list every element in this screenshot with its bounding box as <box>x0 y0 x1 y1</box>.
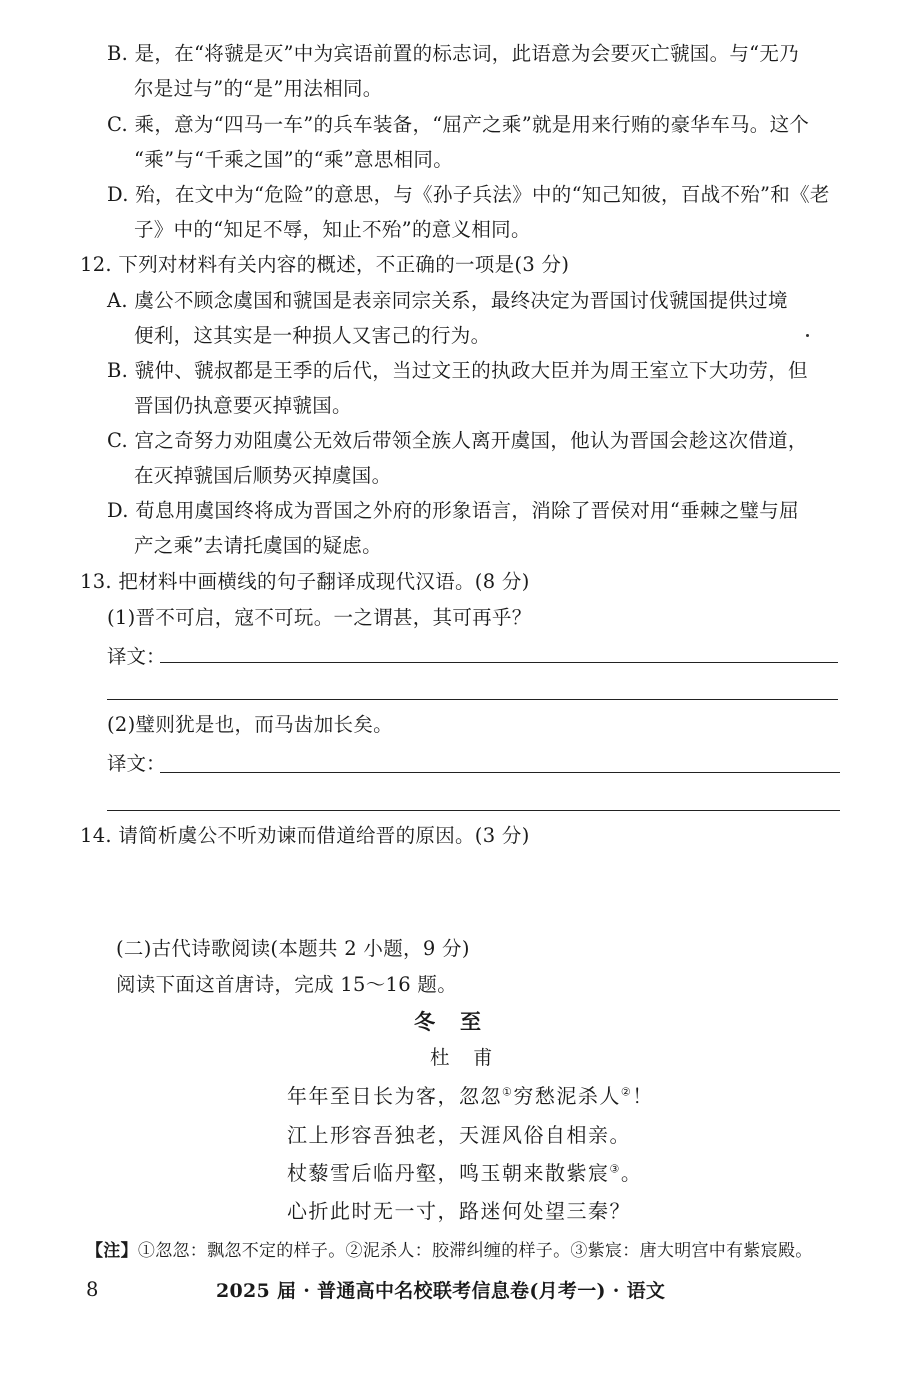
q12-option-a-line1: A. 虞公不顾念虞国和虢国是表亲同宗关系，最终决定为晋国讨伐虢国提供过境 <box>107 289 788 312</box>
section2-heading: (二)古代诗歌阅读(本题共 2 小题，9 分) <box>116 937 470 960</box>
note-ref-3: ③ <box>609 1162 621 1176</box>
q11-option-b-line1: B. 是，在“将虢是灭”中为宾语前置的标志词，此语意为会要灭亡虢国。与“无乃 <box>107 42 800 65</box>
poem-line-3-part-b: 。 <box>620 1161 643 1185</box>
poem-line-1-part-b: 穷愁泥杀人 <box>513 1084 621 1108</box>
poem-line-3 <box>287 1159 642 1187</box>
q11-option-c-line2: “乘”与“千乘之国”的“乘”意思相同。 <box>134 148 454 171</box>
q13-sentence-1: (1)晋不可启，寇不可玩。一之谓甚，其可再乎？ <box>107 606 532 629</box>
poem-title: 冬 至 <box>414 1009 483 1034</box>
poem-note-text: ①忽忽：飘忽不定的样子。②泥杀人：胶滞纠缠的样子。③紫宸：唐大明宫中有紫宸殿。 <box>137 1241 813 1261</box>
note-ref-1: ① <box>502 1085 514 1099</box>
q13-answer-line-2a[interactable] <box>160 772 840 773</box>
q13-answer-line-1b[interactable] <box>107 699 838 700</box>
q11-option-c-line1: C. 乘，意为“四马一车”的兵车装备，“屈产之乘”就是用来行贿的豪华车马。这个 <box>107 113 810 136</box>
section2-intro: 阅读下面这首唐诗，完成 15～16 题。 <box>116 973 458 996</box>
stray-mark <box>806 334 809 337</box>
q12-option-d-line2: 产之乘”去请托虞国的疑虑。 <box>134 534 382 557</box>
q11-option-d-line1: D. 殆，在文中为“危险”的意思，与《孙子兵法》中的“知己知彼，百战不殆”和《老 <box>107 183 830 206</box>
note-ref-2: ② <box>620 1085 633 1099</box>
q11-option-d-line2: 子》中的“知足不辱，知止不殆”的意义相同。 <box>134 218 531 241</box>
q13-sentence-2: (2)璧则犹是也，而马齿加长矣。 <box>107 713 393 736</box>
q12-option-d-line1: D. 荀息用虞国终将成为晋国之外府的形象语言，消除了晋侯对用“垂棘之璧与屈 <box>107 499 799 522</box>
q13-translation-label-1: 译文： <box>107 645 166 668</box>
q13-answer-line-2b[interactable] <box>107 810 840 811</box>
poem-line-3-part-a: 杖藜雪后临丹壑，鸣玉朝来散紫宸 <box>287 1161 610 1185</box>
q13-answer-line-1a[interactable] <box>160 662 838 663</box>
q11-option-b-line2: 尔是过与”的“是”用法相同。 <box>134 77 383 100</box>
q12-option-c-line2: 在灭掉虢国后顺势灭掉虞国。 <box>134 464 392 487</box>
q12-option-c-line1: C. 宫之奇努力劝阻虞公无效后带领全族人离开虞国，他认为晋国会趁这次借道， <box>107 429 808 452</box>
poem-note-label: 【注】 <box>86 1241 138 1261</box>
poem-line-1-part-a: 年年至日长为客，忽忽 <box>287 1084 502 1108</box>
page-number: 8 <box>86 1278 99 1301</box>
q13-stem: 13. 把材料中画横线的句子翻译成现代汉语。(8 分) <box>80 570 530 593</box>
q12-option-a-line2: 便利，这其实是一种损人又害己的行为。 <box>134 324 491 347</box>
q12-option-b-line2: 晋国仍执意要灭掉虢国。 <box>134 394 352 417</box>
q13-translation-label-2: 译文： <box>107 752 166 775</box>
poem-line-1-part-c: ！ <box>632 1084 654 1108</box>
poem-note <box>86 1237 813 1265</box>
q12-option-b-line1: B. 虢仲、虢叔都是王季的后代，当过文王的执政大臣并为周王室立下大功劳，但 <box>107 359 808 382</box>
poem-line-4: 心折此时无一寸，路迷何处望三秦？ <box>287 1199 631 1223</box>
footer-title: 2025 届 · 普通高中名校联考信息卷(月考一) · 语文 <box>216 1280 666 1302</box>
q14-stem: 14. 请简析虞公不听劝谏而借道给晋的原因。(3 分) <box>80 824 530 847</box>
q12-stem: 12. 下列对材料有关内容的概述，不正确的一项是(3 分) <box>80 253 570 276</box>
poem-line-1 <box>287 1082 654 1110</box>
poem-line-2: 江上形容吾独老，天涯风俗自相亲。 <box>287 1123 631 1147</box>
poem-author: 杜 甫 <box>430 1046 495 1069</box>
